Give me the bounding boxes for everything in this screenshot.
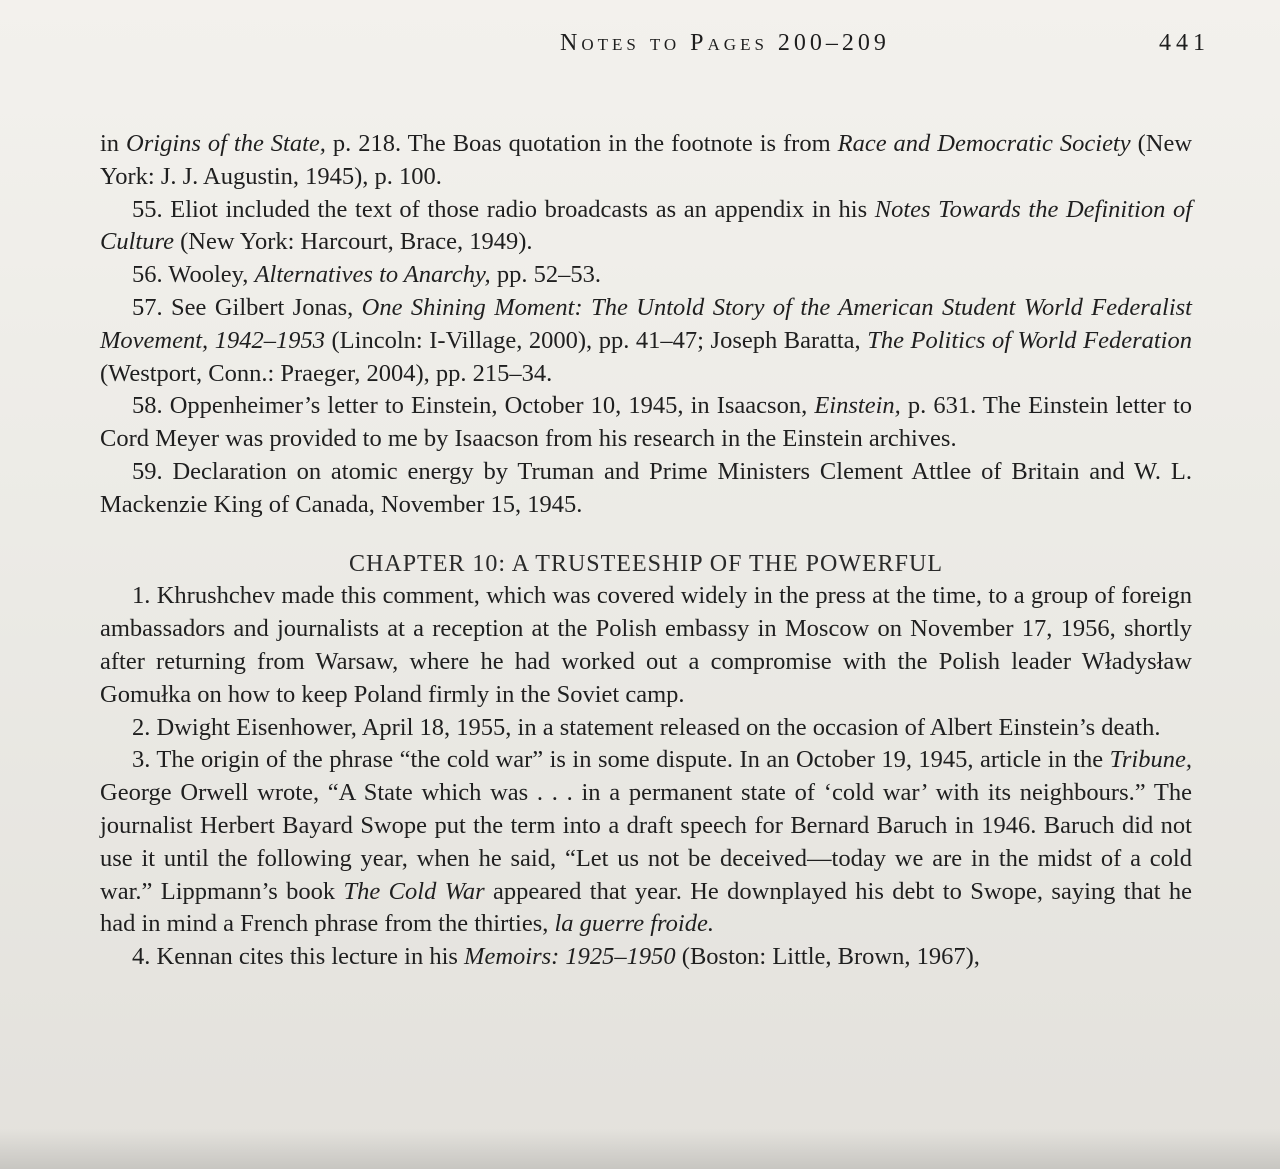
note-59 [100, 456, 1192, 522]
note-title-italic: la guerre froide. [554, 910, 714, 938]
note-title-italic: Einstein, [814, 392, 901, 420]
note-c10-2 [100, 712, 1192, 745]
running-head [560, 30, 1210, 57]
notes-section-chapter-9 [100, 128, 1192, 522]
page-shadow [0, 1129, 1280, 1169]
note-c10-4 [100, 941, 1192, 974]
note-text: 2. Dwight Eisenhower, April 18, 1955, in a statement released on the occasion of Albert Einstein’s death. [132, 713, 1161, 741]
note-title-italic: Memoirs: 1925–1950 [464, 943, 676, 971]
note-text: 4. Kennan cites this lecture in his [132, 943, 465, 971]
note-text: 59. Declaration on atomic energy by Truman and Prime Ministers Clement Attlee of Britain and W. L. Mackenzie King of Canada, November 15, 1945. [100, 457, 1192, 518]
note-text: (New York: Harcourt, Brace, 1949). [173, 228, 533, 256]
notes-body [100, 128, 1192, 974]
note-c10-3 [100, 744, 1192, 941]
note-text: p. 631. The Einstein letter to Cord Meyer was provided to me by Isaacson from his research in the Einstein archives. [100, 392, 1192, 453]
note-58 [100, 390, 1192, 456]
note-title-italic: One Shining Moment: The Untold Story of the American Student World Federalist Movement, 1942–1953 [100, 293, 1192, 354]
note-text: 58. Oppenheimer’s letter to Einstein, October 10, 1945, in Isaacson, [132, 392, 815, 420]
note-text: 57. See Gilbert Jonas, [132, 293, 362, 321]
note-text: (Lincoln: I-Village, 2000), pp. 41–47; Joseph Baratta, [324, 326, 868, 354]
note-text: (New York: J. J. Augustin, 1945), p. 100. [100, 130, 1193, 190]
note-text: George Orwell wrote, “A State which was . . . in a permanent state of ‘cold war’ with its neighbours.” The journalist Herbert Bayard Swope put the term into a draft speech for Bernard Baruch in 1946. Baruch did not use it until the following year, when he said, “Let us not be deceived—today we are in the midst of a cold war.” Lippmann’s book [100, 779, 1192, 905]
note-title-italic: Origins of the State, [126, 130, 326, 157]
note-55 [100, 194, 1192, 260]
note-title-italic: The Politics of World Federation [867, 326, 1192, 354]
note-text: (Westport, Conn.: Praeger, 2004), pp. 215–34. [100, 359, 553, 387]
note-text: 3. The origin of the phrase “the cold war” is in some dispute. In an October 19, 1945, article in the [132, 746, 1110, 774]
note-c10-1 [100, 580, 1192, 711]
page-number: 441 [1159, 30, 1210, 56]
note-text: in [100, 130, 127, 157]
note-title-italic: Notes Towards the Definition of Culture [100, 195, 1192, 256]
note-title-italic: Tribune, [1109, 746, 1192, 774]
note-title-italic: The Cold War [343, 877, 485, 905]
note-text: 55. Eliot included the text of those radio broadcasts as an appendix in his [132, 195, 875, 223]
running-head-title: Notes to Pages 200–209 [560, 30, 890, 56]
note-title-italic: Alternatives to Anarchy, [254, 261, 491, 289]
notes-section-chapter-10 [100, 580, 1192, 974]
note-text: 1. Khrushchev made this comment, which was covered widely in the press at the time, to a group of foreign ambassadors and journalists at a reception at the Polish embassy in Moscow on November 17, 1956, shortly after returning from Warsaw, where he had worked out a compromise with the Polish leader Władysław Gomułka on how to keep Poland firmly in the Soviet camp. [100, 582, 1192, 708]
note-57 [100, 292, 1192, 390]
note-text: 56. Wooley, [132, 261, 255, 289]
note-title-italic: Race and Democratic Society [837, 130, 1131, 157]
note-text: appeared that year. He downplayed his debt to Swope, saying that he had in mind a French phrase from the thirties, [100, 877, 1192, 938]
note-continuation [100, 128, 1192, 194]
chapter-heading: CHAPTER 10: A TRUSTEESHIP OF THE POWERFUL [349, 550, 943, 577]
note-text: pp. 52–53. [490, 261, 601, 289]
note-text: p. 218. The Boas quotation in the footnote is from [325, 130, 838, 157]
note-text: (Boston: Little, Brown, 1967), [675, 943, 980, 971]
note-56 [100, 259, 1192, 292]
